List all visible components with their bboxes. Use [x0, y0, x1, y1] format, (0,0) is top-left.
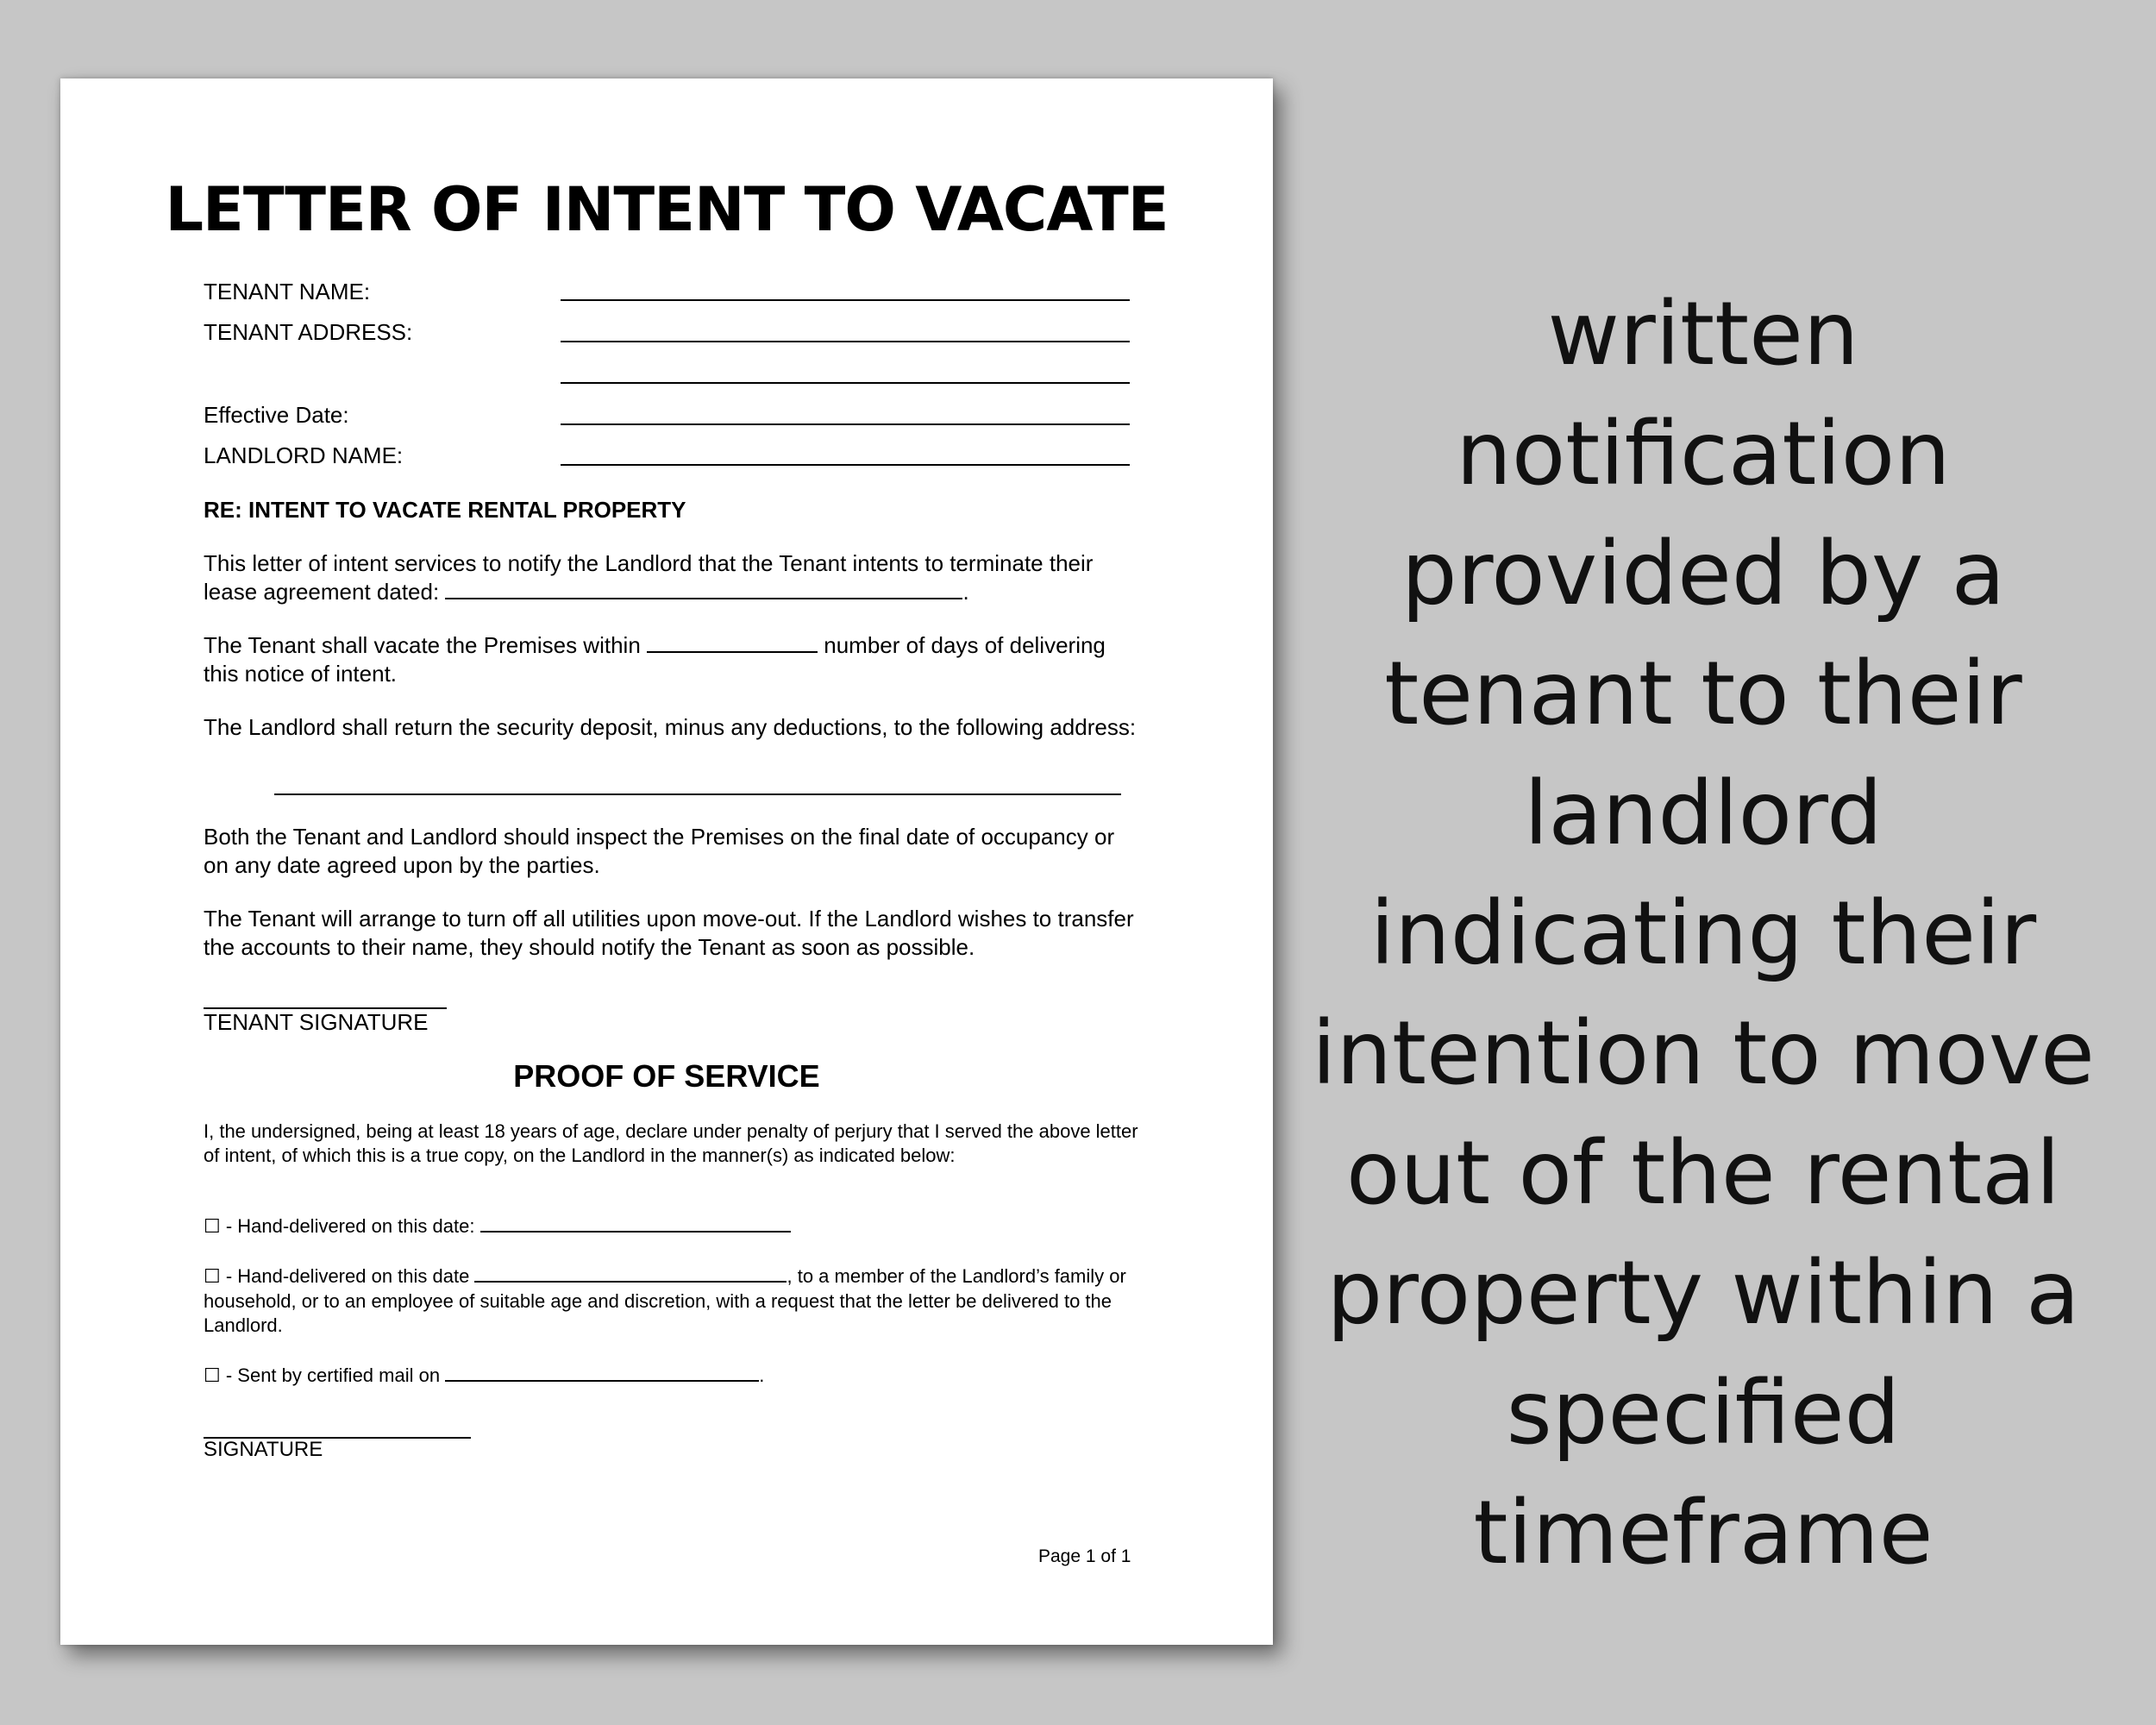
page-number: Page 1 of 1 [1038, 1546, 1131, 1566]
proof-of-service-title: PROOF OF SERVICE [513, 1058, 820, 1094]
service-option-certified-mail [204, 1364, 1152, 1389]
option-3-text: - Sent by certified mail on [220, 1364, 441, 1386]
re-line: RE: INTENT TO VACATE RENTAL PROPERTY [204, 497, 686, 523]
paragraph-security-deposit: The Landlord shall return the security deposit, minus any deductions, to the following address: [204, 714, 1137, 740]
landlord-name-line [561, 464, 1130, 466]
service-option-household-member [204, 1264, 1152, 1338]
paragraph-vacate-days [204, 631, 1144, 688]
option-1-date-line [480, 1217, 791, 1233]
tenant-name-line [561, 299, 1130, 301]
paragraph-1-text: This letter of intent services to notify the Landlord that the Tenant intents to terminate their lease agreement dated: [204, 550, 1094, 605]
paragraph-inspection: Both the Tenant and Landlord should inspect the Premises on the final date of occupancy or on any date agreed upon by the parties. [204, 824, 1115, 878]
option-3-end: . [759, 1364, 765, 1386]
landlord-name-label: LANDLORD NAME: [204, 442, 404, 468]
checkbox-icon[interactable]: ☐ [204, 1365, 221, 1387]
signature-label: SIGNATURE [204, 1438, 323, 1461]
effective-date-line [561, 423, 1130, 425]
document-page [60, 78, 1273, 1645]
tenant-address-line-1 [561, 341, 1130, 342]
deposit-address-line [274, 794, 1121, 795]
paragraph-1-end: . [962, 579, 969, 605]
paragraph-2-text-a: The Tenant shall vacate the Premises within [204, 632, 641, 658]
option-3-date-line [445, 1366, 759, 1382]
paragraph-lease-termination [204, 549, 1144, 606]
tenant-address-line-2 [561, 382, 1130, 384]
option-2-date-line [474, 1267, 787, 1283]
checkbox-icon[interactable]: ☐ [204, 1266, 221, 1288]
checkbox-icon[interactable]: ☐ [204, 1216, 221, 1238]
lease-date-line [445, 580, 962, 599]
effective-date-label: Effective Date: [204, 402, 349, 428]
service-option-hand-delivered [204, 1214, 1152, 1239]
tenant-address-label: TENANT ADDRESS: [204, 319, 413, 345]
tenant-name-label: TENANT NAME: [204, 279, 371, 304]
option-2-text-a: - Hand-delivered on this date [220, 1265, 470, 1287]
option-1-text: - Hand-delivered on this date: [220, 1215, 475, 1237]
tenant-signature-label: TENANT SIGNATURE [204, 1009, 429, 1035]
paragraph-2-text-b: number of days of delivering this notice of intent. [204, 632, 1106, 687]
side-caption: written notification provided by a tenant to their landlord indicating their intention to move out of the rental property within a specified timeframe [1312, 283, 2095, 1584]
paragraph-utilities: The Tenant will arrange to turn off all utilities upon move-out. If the Landlord wishes to transfer the accounts to their name, they should notify the Tenant as soon as possible. [204, 906, 1134, 960]
proof-declaration: I, the undersigned, being at least 18 years of age, declare under penalty of perjury that I served the above letter of intent, of which this is a true copy, on the Landlord in the manner(s) as indicated below: [204, 1120, 1138, 1166]
days-line [647, 634, 818, 653]
document-title: LETTER OF INTENT TO VACATE [165, 174, 1169, 245]
option-2-text-b: , to a member of the Landlord’s family or household, or to an employee of suitable age and discretion, with a request that the letter be delivered to the Landlord. [204, 1265, 1126, 1336]
